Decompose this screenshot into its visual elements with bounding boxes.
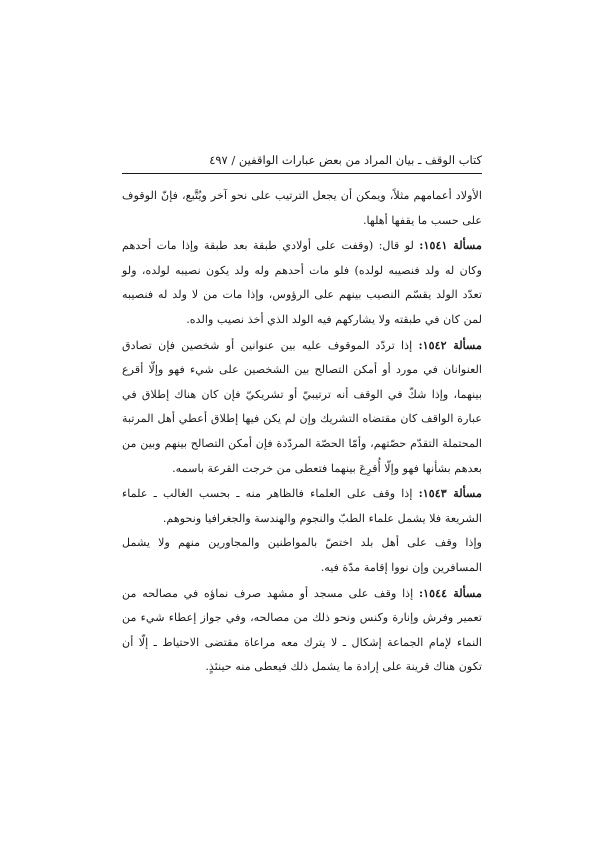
paragraph-text: لو قال: (وقفت على أولادي طبقة بعد طبقة وإذا مات أحدهم وكان له ولد فنصيبه لولده) فلو مات أحدهم وله ولد يكون نصيبه لولده، ولو تعدّد الولد يقسّم النصيب بينهم على الرؤوس، وإذا مات من لا ولد له فنصيبه لمن كان في طبقته ولا يشاركهم فيه الولد الذي أخذ نصيب والده. (122, 239, 482, 326)
paragraph-text: وإذا وقف على أهل بلد اختصّ بالمواطنين والمجاورين منهم ولا يشمل المسافرين وإن نووا إقامة مدّة فيه. (122, 536, 482, 574)
paragraph-issue-1542 (122, 333, 482, 482)
paragraph-text: إذا وقف على مسجد أو مشهد صرف نماؤه في مصالحه من تعمير وفرش وإنارة وكنس ونحو ذلك من مصالحه، وفي جواز إعطاء شيء من النماء لإمام الجماعة إشكال ـ لا يترك معه مراعاة مقتضى الاحتياط ـ إلّا أن تكون هناك قرينة على إرادة ما يشمل ذلك فيعطى منه حينئذٍ. (122, 586, 482, 674)
paragraph-issue-1544 (122, 581, 482, 680)
issue-number: مسألة ١٥٤٢: (418, 337, 482, 352)
body-text (122, 184, 482, 680)
issue-number: مسألة ١٥٤٤: (418, 585, 483, 600)
paragraph-text: الأولاد أعمامهم مثلاً، ويمكن أن يجعل الترتيب على نحو آخر ويُتَّبع، فإنّ الوقوف على حسب ما يقفها أهلها. (122, 189, 482, 227)
paragraph-text: إذا وقف على العلماء فالظاهر منه ـ بحسب الغالب ـ علماء الشريعة فلا يشمل علماء الطبّ والنجوم والهندسة والجغرافيا ونحوهم. (122, 487, 482, 525)
paragraph-text: إذا تردّد الموقوف عليه بين عنوانين أو شخصين فإن تصادق العنوانان في مورد أو أمكن التصالح بين الشخصين على شيء فهو وإلّا أقرع بينهما، وإذا شكّ في الوقف أنه ترتيبيّ أو تشريكيّ فإن كان هناك إطلاق في عبارة الواقف كان مقتضاه التشريك وإن لم يكن فيها إطلاق أعطي أهل المرتبة المحتملة التقدّم حصّتهم، وأمّا الحصّة المردّدة فإن أمكن التصالح بينهم وبين من بعدهم بشأنها فهو وإلّا أُقرِعَ بينهما فتعطى من خرجت القرعة باسمه. (122, 338, 482, 475)
running-head: كتاب الوقف ـ بيان المراد من بعض عبارات الواقفين / ٤٩٧ (209, 153, 482, 167)
paragraph-issue-1543-cont (122, 531, 482, 580)
paragraph-issue-1541 (122, 233, 482, 332)
issue-number: مسألة ١٥٤١: (419, 238, 483, 253)
paragraph-issue-1543 (122, 481, 482, 531)
header-rule (122, 173, 482, 174)
issue-number: مسألة ١٥٤٣: (418, 486, 482, 501)
paragraph-continuation (122, 184, 482, 233)
